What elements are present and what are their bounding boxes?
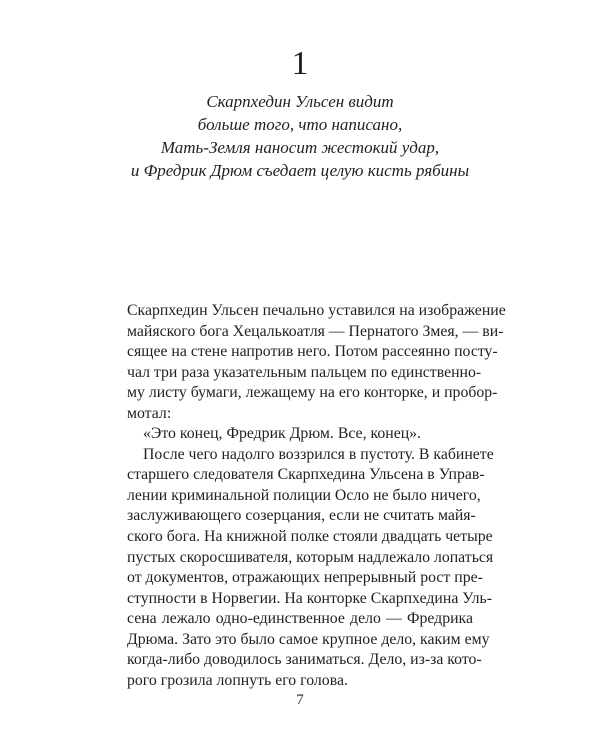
- text-line: пустых скоросшивателя, которым надлежало лопаться: [127, 548, 494, 566]
- epigraph-line: Скарпхедин Ульсен видит: [206, 92, 394, 111]
- page-number: 7: [296, 692, 304, 708]
- epigraph-line: Мать-Земля наносит жестокий удар,: [160, 138, 440, 157]
- text-line: сящее на стене напротив него. Потом рассеянно посту-: [127, 343, 498, 361]
- text-line: лении криминальной полиции Осло не было ничего,: [127, 486, 481, 504]
- text-line: старшего следователя Скарпхедина Ульсена в Управ-: [127, 466, 485, 484]
- text-line: Скарпхедин Ульсен печально уставился на изображение: [127, 302, 506, 319]
- text-line: После чего надолго воззрился в пустоту. В кабинете: [143, 445, 494, 463]
- chapter-epigraph: [0, 90, 600, 182]
- text-line: ступности в Норвегии. На конторке Скарпхедина Уль-: [127, 589, 493, 607]
- epigraph-line: больше того, что написано,: [197, 115, 403, 134]
- body-text: [127, 301, 506, 691]
- text-line: му листу бумаги, лежащему на его конторке, и пробор-: [127, 384, 498, 402]
- text-line: Дрюма. Зато это было самое крупное дело, каким ему: [127, 630, 490, 648]
- text-line: когда-либо доводилось заниматься. Дело, из-за кото-: [127, 651, 482, 669]
- text-line: от документов, отражающих непрерывный рост пре-: [127, 569, 483, 587]
- text-line: рого грозила лопнуть его голова.: [127, 671, 348, 689]
- text-line: чал три раза указательным пальцем по единственно-: [127, 363, 482, 381]
- quote-line: «Это конец, Фредрик Дрюм. Все, конец».: [143, 425, 422, 443]
- text-line: сена лежало одно-единственное дело — Фредрика: [127, 610, 473, 628]
- text-line: ского бога. На книжной полке стояли двадцать четыре: [127, 528, 493, 546]
- chapter-number: 1: [291, 45, 309, 82]
- text-line: заслуживающего созерцания, если не считать майя-: [127, 507, 476, 525]
- text-line: майяского бога Хецалькоатля — Пернатого Змея, — ви-: [127, 322, 504, 340]
- epigraph-line: и Фредрик Дрюм съедает целую кисть рябины: [130, 161, 470, 180]
- text-line: мотал:: [127, 404, 172, 422]
